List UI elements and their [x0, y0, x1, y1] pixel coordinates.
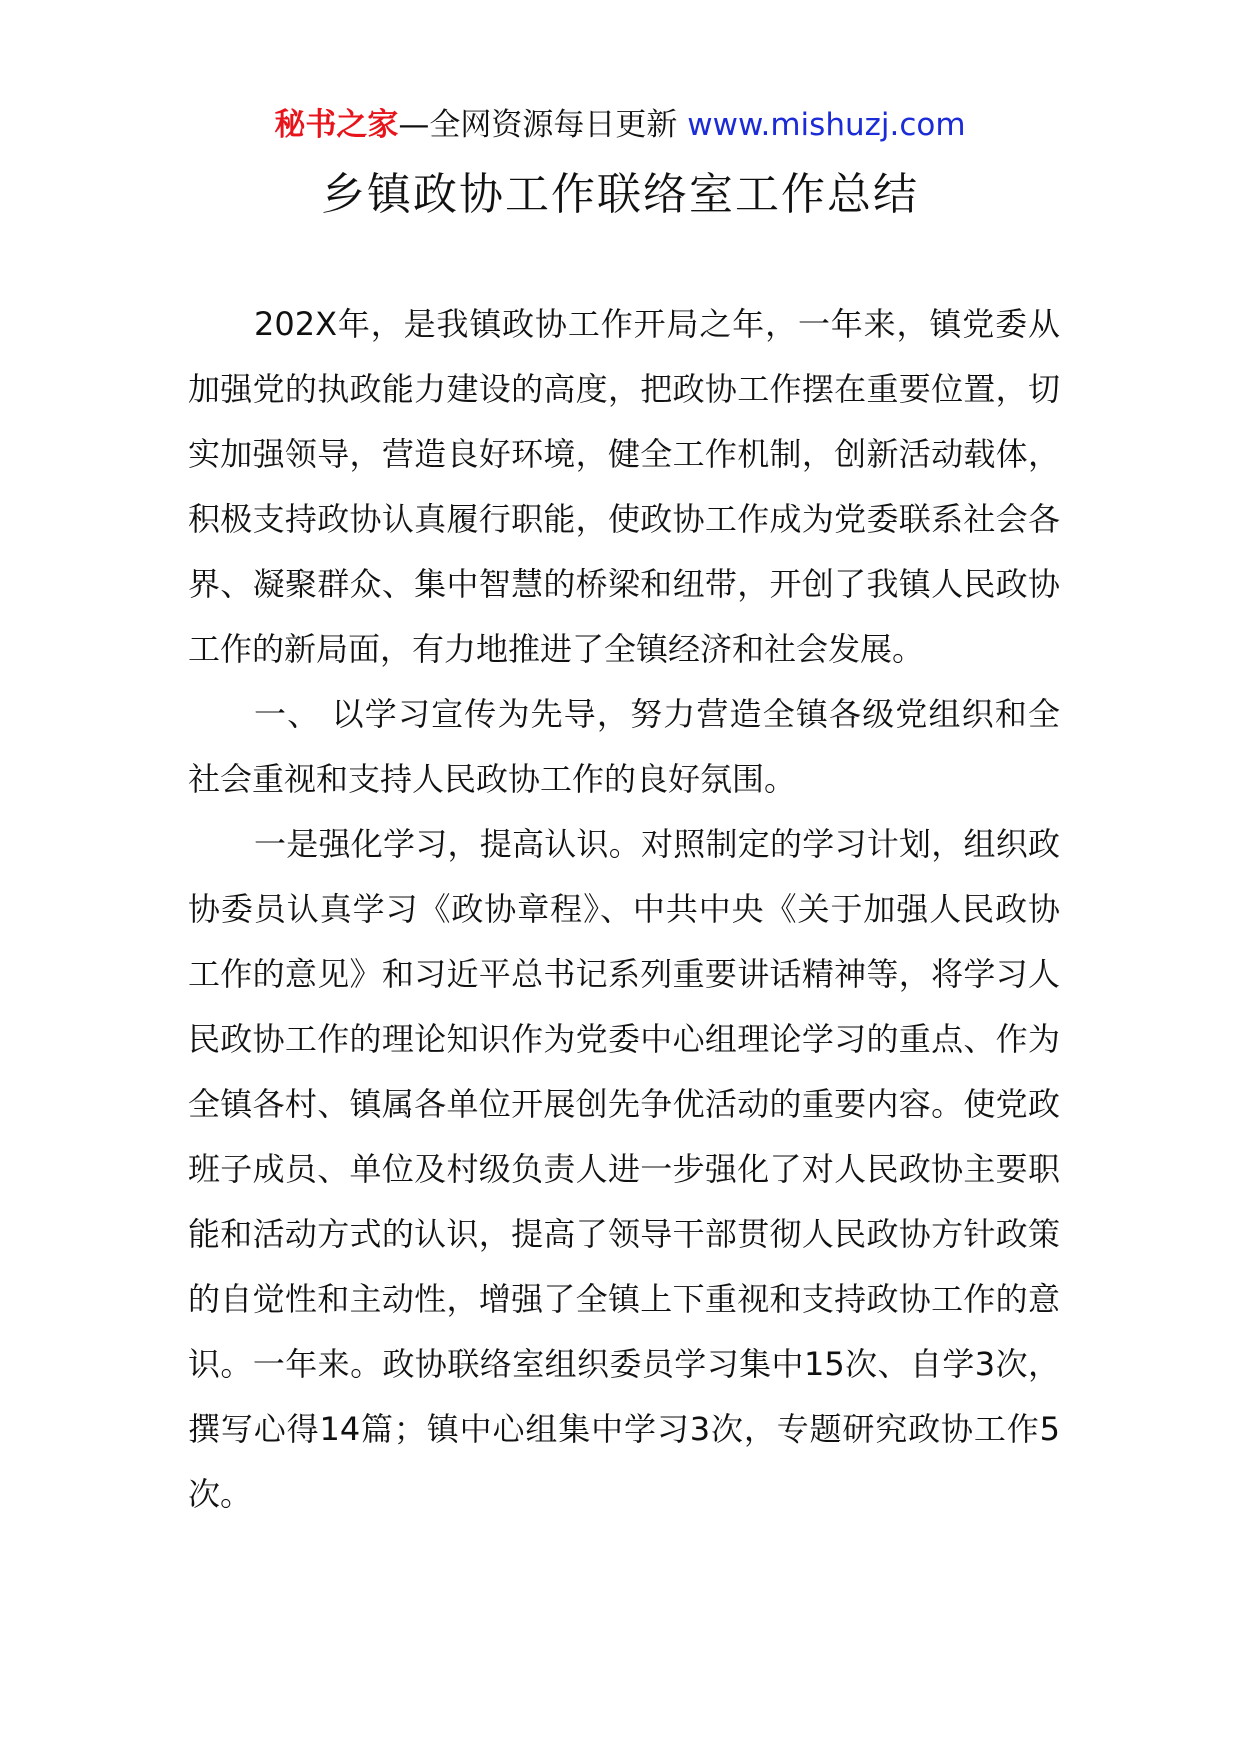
header-tagline: —全网资源每日更新: [398, 107, 678, 143]
brand-name: 秘书之家: [274, 107, 399, 143]
paragraph-study: 一是强化学习，提高认识。对照制定的学习计划，组织政协委员认真学习《政协章程》、中共中央《关于加强人民政协工作的意见》和习近平总书记系列重要讲话精神等，将学习人民政协工作的理论知识作为党委中心组理论学习的重点、作为全镇各村、镇属各单位开展创先争优活动的重要内容。使党政班子成员、单位及村级负责人进一步强化了对人民政协主要职能和活动方式的认识，提高了领导干部贯彻人民政协方针政策的自觉性和主动性，增强了全镇上下重视和支持政协工作的意识。一年来。政协联络室组织委员学习集中15次、自学3次，撰写心得14篇；镇中心组集中学习3次，专题研究政协工作5次。: [188, 825, 1060, 1513]
site-url-link[interactable]: www.mishuzj.com: [687, 107, 966, 143]
paragraph-intro: 202X年，是我镇政协工作开局之年，一年来，镇党委从加强党的执政能力建设的高度，把政协工作摆在重要位置，切实加强领导，营造良好环境，健全工作机制，创新活动载体，积极支持政协认真履行职能，使政协工作成为党委联系社会各界、凝聚群众、集中智慧的桥梁和纽带，开创了我镇人民政协工作的新局面，有力地推进了全镇经济和社会发展。: [188, 305, 1060, 668]
document-body: [188, 292, 1060, 1527]
document-title: 乡镇政协工作联络室工作总结: [321, 169, 919, 220]
site-header: [0, 100, 1240, 150]
section-heading-1: 一、 以学习宣传为先导，努力营造全镇各级党组织和全社会重视和支持人民政协工作的良好氛围。: [188, 695, 1060, 798]
